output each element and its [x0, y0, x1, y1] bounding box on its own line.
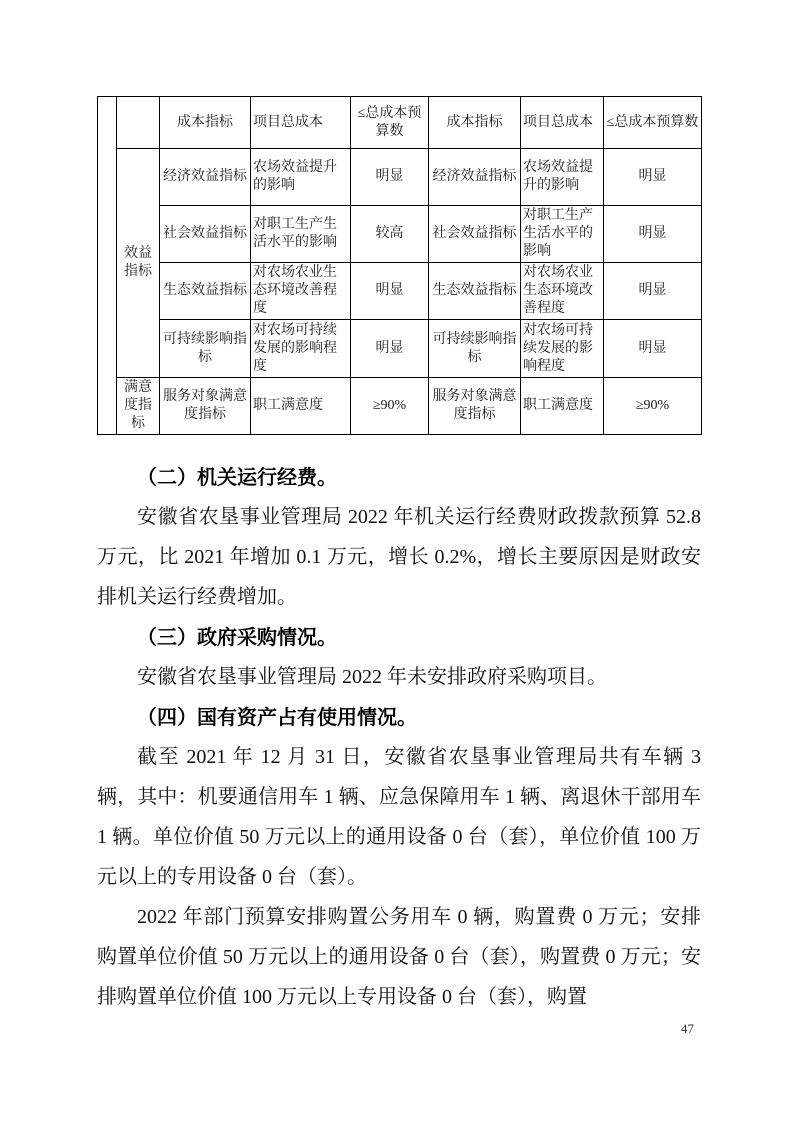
table-cell: 对职工生产生活水平的影响	[521, 206, 604, 263]
table-header-cell: 项目总成本	[251, 97, 351, 149]
section-heading-state-owned-assets: （四）国有资产占有使用情况。	[137, 705, 417, 729]
table-cell: 经济效益指标	[429, 149, 521, 206]
table-cell: 对农场农业生态环境改善程度	[521, 263, 604, 320]
table-group-label: 效益指标	[117, 149, 160, 378]
table-cell: 生态效益指标	[429, 263, 521, 320]
table-header-cell: ≤总成本预算数	[604, 97, 702, 149]
table-header-cell: 成本指标	[429, 97, 521, 149]
table-cell: 服务对象满意度指标	[160, 378, 251, 435]
table-header-cell: 项目总成本	[521, 97, 604, 149]
table-cell: 农场效益提升的影响	[521, 149, 604, 206]
performance-indicator-table	[97, 96, 702, 435]
paragraph: 截至 2021 年 12 月 31 日，安徽省农垦事业管理局共有车辆 3 辆，其中：机要通信用车 1 辆、应急保障用车 1 辆、离退休干部用车 1 辆。单位价值 50 万元以上的通用设备 0 台（套），单位价值 100 万元以上的专用设备 0 台（套）。	[97, 746, 701, 888]
table-row	[98, 263, 702, 320]
table-cell: 社会效益指标	[160, 206, 251, 263]
table-row-header	[98, 97, 702, 149]
table-cell: 社会效益指标	[429, 206, 521, 263]
paragraph: 2022 年部门预算安排购置公务用车 0 辆，购置费 0 万元；安排购置单位价值 50 万元以上的通用设备 0 台（套），购置费 0 万元；安排购置单位价值 100 万元以上专用设备 0 台（套），购置	[97, 906, 701, 1008]
table-cell: 对农场可持续发展的影响程度	[521, 320, 604, 378]
table-cell: 明显	[351, 320, 429, 378]
section-heading-government-procurement: （三）政府采购情况。	[137, 625, 337, 649]
table-cell: 明显	[604, 263, 702, 320]
section-heading-agency-operating-expenses: （二）机关运行经费。	[137, 465, 337, 489]
table-cell: 明显	[604, 320, 702, 378]
table-cell: 职工满意度	[521, 378, 604, 435]
page-content	[97, 96, 701, 1017]
table-cell: 服务对象满意度指标	[429, 378, 521, 435]
table-header-cell: 成本指标	[160, 97, 251, 149]
table-cell: 职工满意度	[251, 378, 351, 435]
table-cell: 经济效益指标	[160, 149, 251, 206]
table-cell: 明显	[604, 206, 702, 263]
table-row	[98, 320, 702, 378]
table-cell-continuation	[98, 97, 117, 435]
table-cell: 明显	[351, 149, 429, 206]
paragraph: 安徽省农垦事业管理局 2022 年机关运行经费财政拨款预算 52.8 万元，比 2021 年增加 0.1 万元，增长 0.2%，增长主要原因是财政安排机关运行经费增加。	[97, 506, 701, 608]
table-cell: 农场效益提升的影响	[251, 149, 351, 206]
table-cell: 对农场可持续发展的影响程度	[251, 320, 351, 378]
table-group-label: 满意度指标	[117, 378, 160, 435]
table-cell: 对职工生产生活水平的影响	[251, 206, 351, 263]
table-cell: ≥90%	[351, 378, 429, 435]
table-row	[98, 378, 702, 435]
table-cell: ≥90%	[604, 378, 702, 435]
table-cell: 可持续影响指标	[429, 320, 521, 378]
table-header-cell: ≤总成本预算数	[351, 97, 429, 149]
table-row	[98, 149, 702, 206]
table-cell: 对农场农业生态环境改善程度	[251, 263, 351, 320]
table-cell: 较高	[351, 206, 429, 263]
table-row	[98, 206, 702, 263]
table-cell: 明显	[604, 149, 702, 206]
table-cell: 明显	[351, 263, 429, 320]
table-cell: 生态效益指标	[160, 263, 251, 320]
page-number: 47	[681, 1021, 694, 1036]
table-cell: 可持续影响指标	[160, 320, 251, 378]
paragraph: 安徽省农垦事业管理局 2022 年未安排政府采购项目。	[137, 666, 607, 688]
body-text	[97, 457, 701, 1017]
table-cell-empty	[117, 97, 160, 149]
